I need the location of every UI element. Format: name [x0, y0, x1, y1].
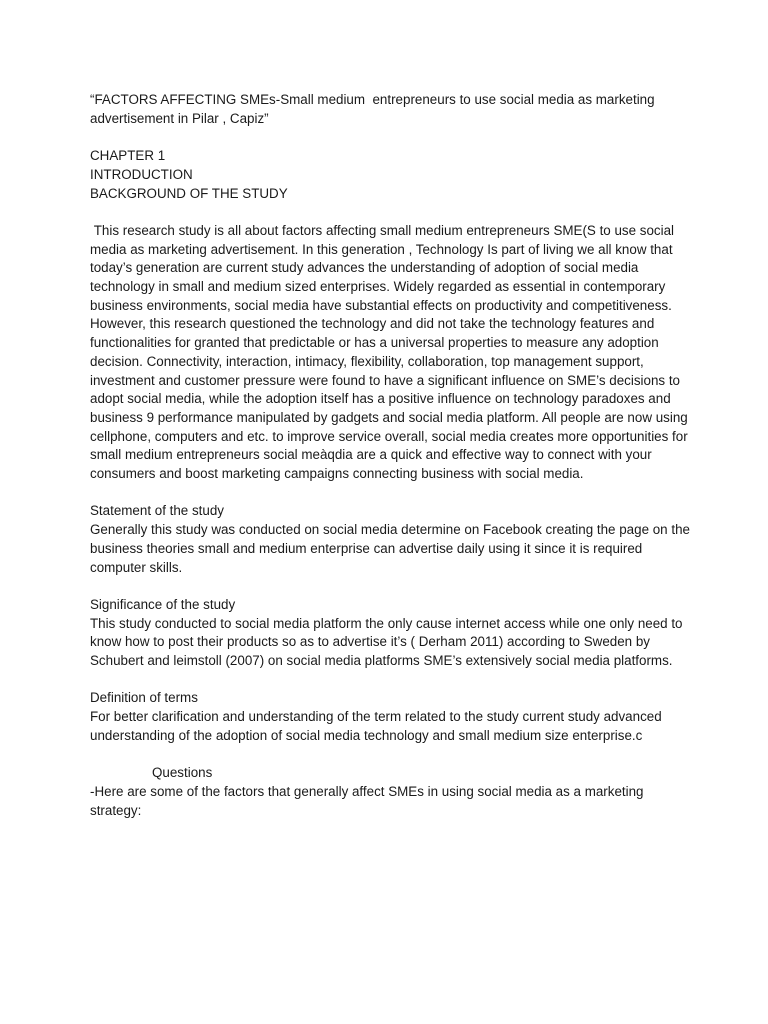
significance-paragraph: This study conducted to social media platform the only cause internet access while one only need to know how to post their products so as to advertise it’s ( Derham 2011) according to Sweden by Schubert and leimstoll (2007) on social media platforms SME’s extensively social media platforms. [90, 615, 687, 669]
statement-paragraph: Generally this study was conducted on social media determine on Facebook creating the page on the business theories small and medium enterprise can advertise daily using it since it is required computer skills. [90, 522, 694, 575]
chapter-heading: CHAPTER 1 [90, 148, 166, 164]
background-heading: BACKGROUND OF THE STUDY [90, 185, 288, 201]
definition-paragraph: For better clarification and understanding of the term related to the study current study advanced understanding of the adoption of social media technology and small medium size enterprise.c [90, 709, 666, 743]
questions-heading: Questions [152, 765, 213, 781]
spacer [90, 484, 690, 503]
spacer [90, 671, 690, 690]
statement-heading: Statement of the study [90, 503, 224, 519]
significance-heading: Significance of the study [90, 596, 236, 612]
document-title: “FACTORS AFFECTING SMEs-Small medium entrepreneurs to use social media as marketing advertisement in Pilar , Capiz” [90, 92, 659, 126]
background-paragraph: This research study is all about factors affecting small medium entrepreneurs SME(S to use social media as marketing advertisement. In this generation , Technology Is part of living we all know that today’s generation are current study advances the understanding of adoption of social media technology in small and medium sized enterprises. Widely regarded as essential in contemporary business environments, social media have substantial effects on productivity and competitiveness. However, this research questioned the technology and did not take the technology features and functionalities for granted that predictable or has a universal properties to measure any adoption decision. Connectivity, interaction, intimacy, flexibility, collaboration, top management support, investment and customer pressure were found to have a significant influence on SME’s decisions to adopt social media, while the adoption itself has a positive influence on technology paradoxes and business 9 performance manipulated by gadgets and social media platform. All people are now using cellphone, computers and etc. to improve service overall, social media creates more opportunities for small medium entrepreneurs social meàqdia are a quick and effective way to connect with your consumers and boost marketing campaigns connecting business with social media. [90, 222, 692, 482]
definition-heading: Definition of terms [90, 690, 198, 706]
introduction-heading: INTRODUCTION [90, 166, 193, 182]
spacer [90, 746, 690, 765]
spacer [90, 128, 690, 147]
spacer [90, 203, 690, 222]
questions-paragraph: -Here are some of the factors that generally affect SMEs in using social media as a marketing strategy: [90, 783, 648, 818]
document-body [90, 91, 694, 820]
spacer [90, 577, 690, 596]
